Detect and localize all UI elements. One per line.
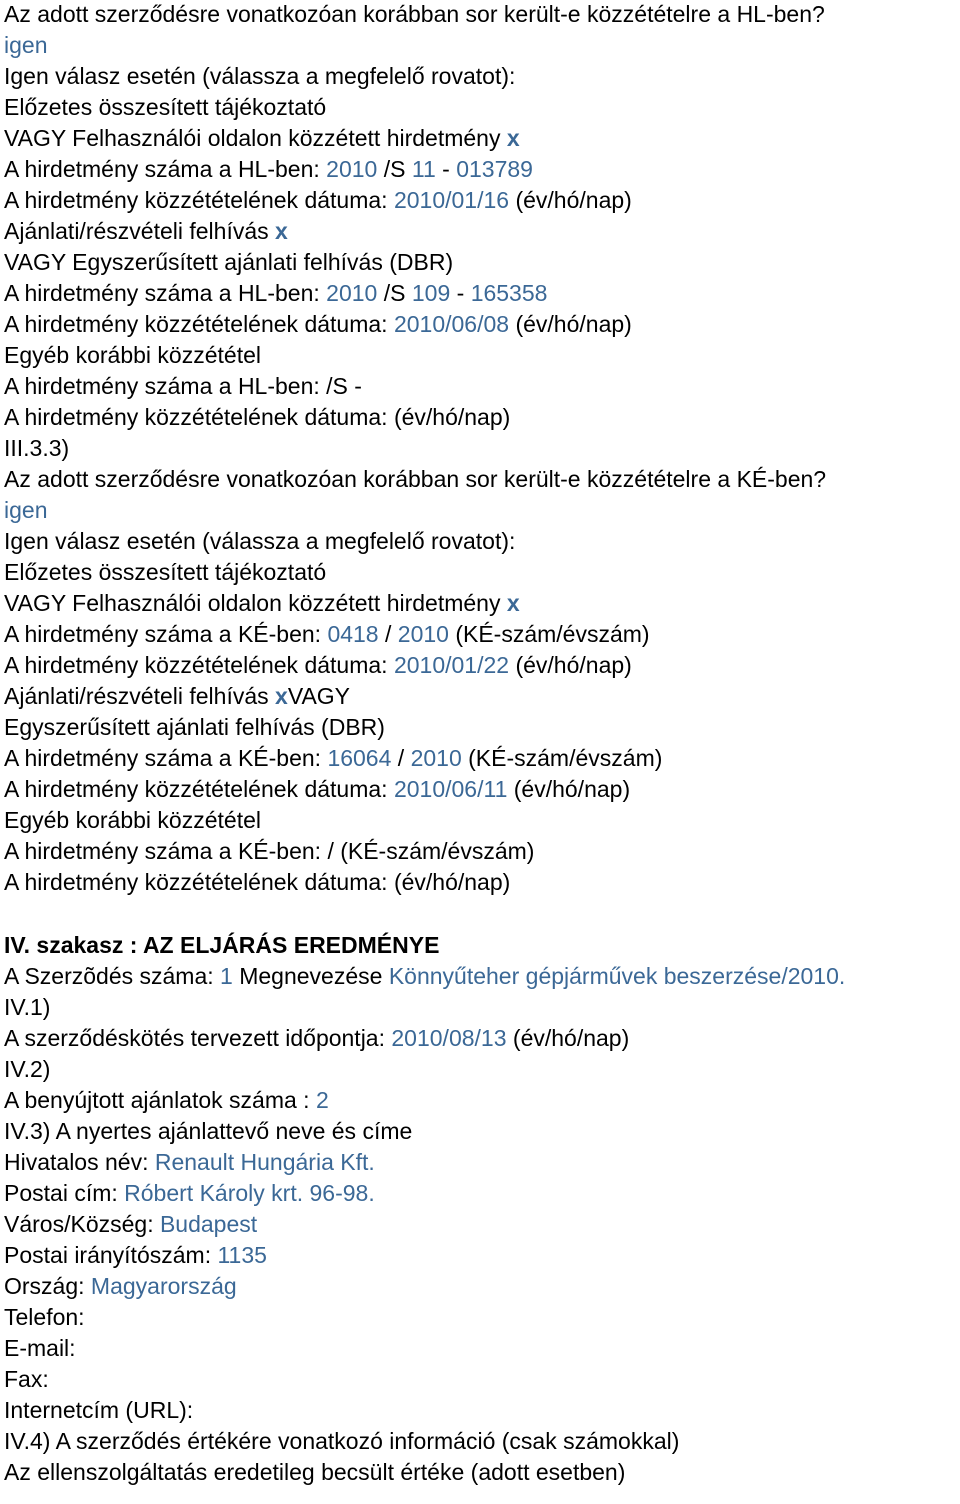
text-line	[4, 1333, 76, 1364]
text-line	[4, 154, 533, 185]
field-label: VAGY Egyszerűsített ajánlati felhívás (DBR)	[4, 249, 454, 275]
field-value: 11	[411, 156, 436, 182]
field-label: (KÉ-szám/évszám)	[448, 621, 650, 647]
field-value: 1135	[217, 1242, 267, 1268]
field-label: Előzetes összesített tájékoztató	[4, 94, 327, 120]
field-value: 2010/01/16	[393, 187, 510, 213]
field-label: (év/hó/nap)	[507, 776, 631, 802]
text-line	[4, 774, 630, 805]
text-line	[4, 1085, 329, 1116]
text-line	[4, 557, 326, 588]
text-line	[4, 278, 547, 309]
field-value: 2010	[397, 621, 449, 647]
field-label: Ajánlati/részvételi felhívás	[4, 218, 276, 244]
text-line	[4, 185, 632, 216]
field-label: /S	[377, 156, 412, 182]
field-label: A hirdetmény közzétételének dátuma:	[4, 187, 394, 213]
text-line	[4, 402, 510, 433]
field-value: 109	[411, 280, 451, 306]
text-line	[4, 1023, 629, 1054]
field-label: IV.1)	[4, 994, 51, 1020]
field-value: 2010/06/11	[393, 776, 508, 802]
field-value: 2010	[326, 280, 378, 306]
field-label: IV.2)	[4, 1056, 51, 1082]
text-line	[4, 805, 261, 836]
text-line	[4, 1209, 257, 1240]
text-line	[4, 619, 650, 650]
text-line	[4, 961, 845, 992]
text-line	[4, 92, 326, 123]
field-value: x	[506, 125, 520, 151]
field-label: A hirdetmény közzétételének dátuma: (év/hó/nap)	[4, 404, 511, 430]
field-value: Renault Hungária Kft.	[154, 1149, 375, 1175]
field-label: /	[391, 745, 411, 771]
field-label: Az adott szerződésre vonatkozóan korábban sor került-e közzétételre a KÉ-ben?	[4, 466, 827, 492]
field-value: 16064	[327, 745, 392, 771]
field-value: igen	[4, 497, 48, 523]
field-value: 0418	[327, 621, 379, 647]
field-label: -	[450, 280, 471, 306]
field-label: A hirdetmény száma a HL-ben: /S -	[4, 373, 362, 399]
field-label: A szerződéskötés tervezett időpontja:	[4, 1025, 392, 1051]
text-line	[4, 1395, 193, 1426]
text-line	[4, 1364, 49, 1395]
field-label: Ország:	[4, 1273, 91, 1299]
text-line	[4, 712, 385, 743]
field-label: A benyújtott ajánlatok száma :	[4, 1087, 316, 1113]
text-line	[4, 526, 515, 557]
text-line	[4, 992, 50, 1023]
field-value: Magyarország	[90, 1273, 237, 1299]
text-line	[4, 836, 534, 867]
text-line	[4, 1457, 625, 1488]
field-label: Fax:	[4, 1366, 49, 1392]
text-line	[4, 433, 69, 464]
field-label: Előzetes összesített tájékoztató	[4, 559, 327, 585]
field-label: A hirdetmény száma a KÉ-ben:	[4, 621, 328, 647]
text-line	[4, 1271, 237, 1302]
field-label: VAGY	[287, 683, 351, 709]
field-value: 013789	[456, 156, 533, 182]
field-label: A hirdetmény száma a KÉ-ben: / (KÉ-szám/évszám)	[4, 838, 535, 864]
field-value: 165358	[470, 280, 548, 306]
text-line	[4, 340, 261, 371]
field-value: x	[275, 218, 288, 244]
text-line	[4, 588, 520, 619]
field-label: A hirdetmény száma a HL-ben:	[4, 156, 327, 182]
field-label: Postai cím:	[4, 1180, 125, 1206]
text-line	[4, 1054, 50, 1085]
field-label: IV.3) A nyertes ajánlattevő neve és címe	[4, 1118, 413, 1144]
text-line	[4, 216, 288, 247]
field-label: A hirdetmény közzétételének dátuma:	[4, 776, 394, 802]
field-label: Postai irányítószám:	[4, 1242, 218, 1268]
field-label: /S	[377, 280, 412, 306]
field-value: 2	[315, 1087, 329, 1113]
text-line	[4, 867, 510, 898]
text-line	[4, 309, 632, 340]
field-label: (év/hó/nap)	[506, 1025, 630, 1051]
section-heading: IV. szakasz : AZ ELJÁRÁS EREDMÉNYE	[4, 932, 440, 958]
text-line	[4, 681, 350, 712]
text-line	[4, 1302, 85, 1333]
text-line	[4, 1178, 375, 1209]
text-line	[4, 61, 515, 92]
field-label: Hivatalos név:	[4, 1149, 155, 1175]
text-line	[4, 464, 826, 495]
field-label: (év/hó/nap)	[509, 652, 632, 678]
text-line	[4, 123, 520, 154]
field-label: Internetcím (URL):	[4, 1397, 194, 1423]
field-label: E-mail:	[4, 1335, 76, 1361]
field-value: x	[506, 590, 520, 616]
field-label: Ajánlati/részvételi felhívás	[4, 683, 276, 709]
text-line	[4, 1116, 412, 1147]
field-label: (KÉ-szám/évszám)	[461, 745, 663, 771]
text-line	[4, 650, 632, 681]
field-label: VAGY Felhasználói oldalon közzétett hirdetmény	[4, 590, 507, 616]
text-line	[4, 1426, 679, 1457]
text-line	[4, 495, 47, 526]
field-label: Igen válasz esetén (válassza a megfelelő rovatot):	[4, 63, 516, 89]
field-value: 2010	[410, 745, 462, 771]
field-label: A hirdetmény száma a HL-ben:	[4, 280, 327, 306]
field-label: Egyéb korábbi közzététel	[4, 807, 261, 833]
field-label: Az ellenszolgáltatás eredetileg becsült értéke (adott esetben)	[4, 1459, 626, 1485]
text-line	[4, 743, 662, 774]
field-label: A hirdetmény közzétételének dátuma: (év/hó/nap)	[4, 869, 511, 895]
field-label: -	[435, 156, 457, 182]
field-value: 1	[220, 963, 233, 989]
text-line	[4, 371, 362, 402]
text-line	[4, 247, 453, 278]
field-value: Könnyűteher gépjárművek beszerzése/2010.	[388, 963, 846, 989]
field-label: A hirdetmény közzétételének dátuma:	[4, 311, 394, 337]
field-label: Megnevezése	[232, 963, 389, 989]
field-value: Budapest	[159, 1211, 258, 1237]
field-label: /	[378, 621, 398, 647]
field-label: Város/Község:	[4, 1211, 160, 1237]
field-label: A hirdetmény száma a KÉ-ben:	[4, 745, 328, 771]
field-label: III.3.3)	[4, 435, 70, 461]
field-label: Igen válasz esetén (válassza a megfelelő rovatot):	[4, 528, 516, 554]
field-value: 2010/08/13	[391, 1025, 507, 1051]
field-value: 2010	[326, 156, 378, 182]
field-value: x	[275, 683, 288, 709]
field-label: VAGY Felhasználói oldalon közzétett hirdetmény	[4, 125, 507, 151]
text-line	[4, 930, 439, 961]
field-label: (év/hó/nap)	[509, 311, 632, 337]
field-value: 2010/06/08	[393, 311, 510, 337]
text-line	[4, 0, 825, 30]
text-line	[4, 30, 47, 61]
field-value: igen	[4, 32, 48, 58]
field-label: A Szerzõdés száma:	[4, 963, 221, 989]
field-label: Egyszerűsített ajánlati felhívás (DBR)	[4, 714, 385, 740]
field-label: A hirdetmény közzétételének dátuma:	[4, 652, 394, 678]
field-label: Az adott szerződésre vonatkozóan korábban sor került-e közzétételre a HL-ben?	[4, 1, 825, 27]
field-label: (év/hó/nap)	[509, 187, 632, 213]
text-line	[4, 1240, 267, 1271]
field-label: Telefon:	[4, 1304, 85, 1330]
field-label: Egyéb korábbi közzététel	[4, 342, 261, 368]
field-value: Róbert Károly krt. 96-98.	[124, 1180, 375, 1206]
field-label: IV.4) A szerződés értékére vonatkozó információ (csak számokkal)	[4, 1428, 680, 1454]
text-line	[4, 1147, 375, 1178]
field-value: 2010/01/22	[393, 652, 510, 678]
